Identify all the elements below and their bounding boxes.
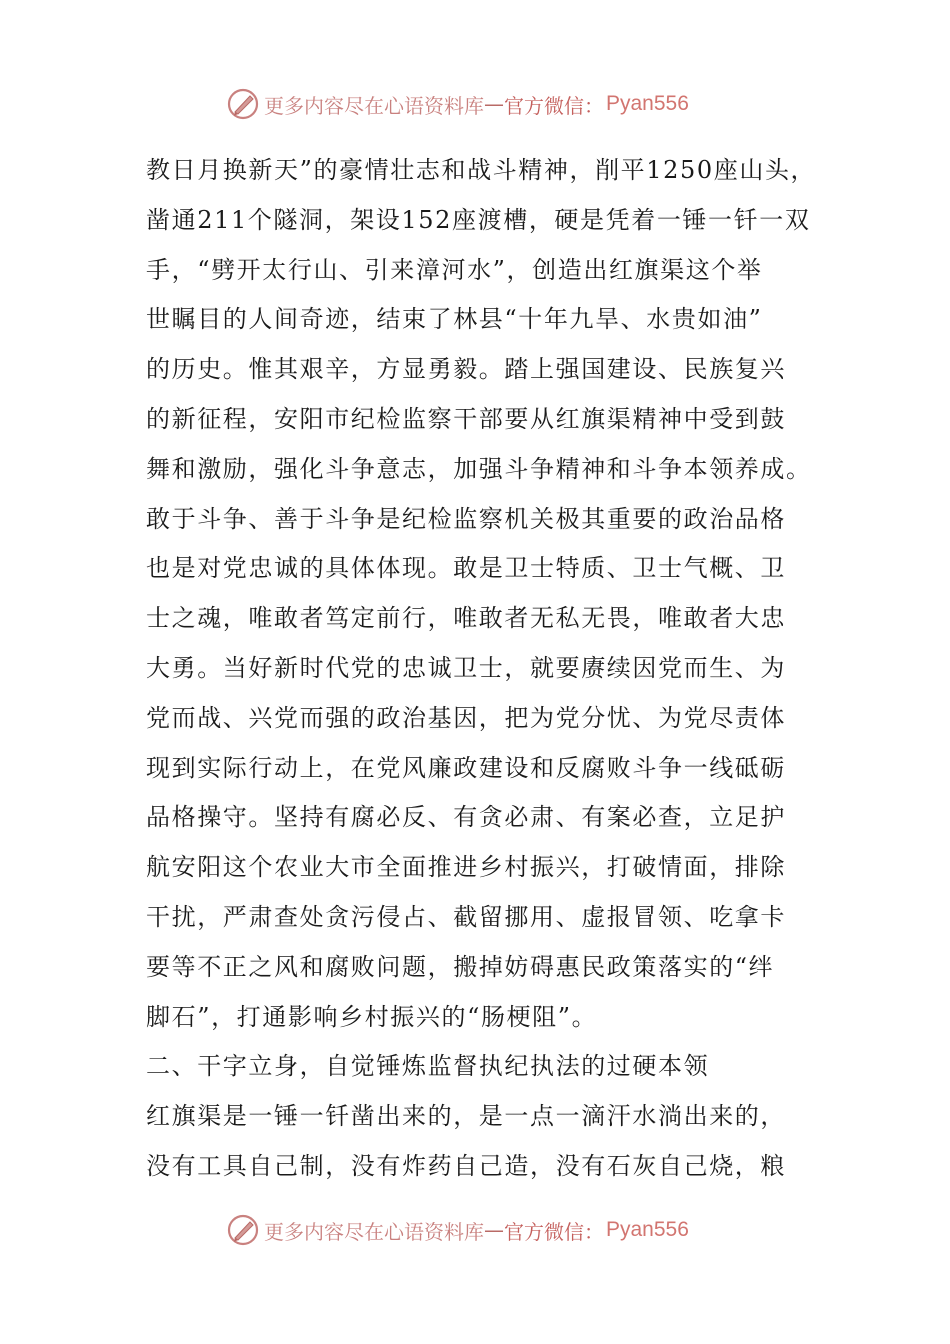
watermark-dash: — [484, 1218, 504, 1242]
watermark-id: Pyan556 [606, 1218, 689, 1241]
section-heading: 二、干字立身，自觉锤炼监督执纪执法的过硬本领 [146, 1052, 710, 1081]
header-watermark [226, 86, 689, 122]
watermark-id: Pyan556 [606, 92, 689, 115]
body-line: 凿通211个隧洞，架设152座渡槽，硬是凭着一锤一钎一双 [146, 205, 811, 234]
body-line: 航安阳这个农业大市全面推进乡村振兴，打破情面，排除 [146, 853, 786, 882]
body-line: 没有工具自己制，没有炸药自己造，没有石灰自己烧，粮 [146, 1151, 786, 1180]
body-line: 现到实际行动上，在党风廉政建设和反腐败斗争一线砥砺 [146, 753, 786, 782]
document-body [146, 146, 816, 1192]
watermark-tail: 官方微信： [504, 1219, 604, 1244]
body-line: 的新征程，安阳市纪检监察干部要从红旗渠精神中受到鼓 [146, 404, 786, 433]
body-line: 的历史。惟其艰辛，方显勇毅。踏上强国建设、民族复兴 [146, 355, 786, 384]
body-line: 大勇。当好新时代党的忠诚卫士，就要赓续因党而生、为 [146, 653, 786, 682]
body-line: 干扰，严肃查处贪污侵占、截留挪用、虚报冒领、吃拿卡 [146, 902, 786, 931]
watermark-dash: — [484, 92, 504, 116]
body-line: 也是对党忠诚的具体体现。敢是卫士特质、卫士气概、卫 [146, 554, 786, 583]
body-line: 士之魂，唯敢者笃定前行，唯敢者无私无畏，唯敢者大忠 [146, 604, 786, 633]
body-line: 红旗渠是一锤一钎凿出来的，是一点一滴汗水淌出来的， [146, 1102, 786, 1131]
body-line: 手，“劈开太行山、引来漳河水”，创造出红旗渠这个举 [146, 255, 763, 284]
watermark-text: 更多内容尽在心语资料库 [264, 1219, 484, 1244]
body-line: 教日月换新天”的豪情壮志和战斗精神，削平1250座山头， [146, 156, 817, 184]
body-line: 品格操守。坚持有腐必反、有贪必肃、有案必查，立足护 [146, 803, 786, 832]
body-line: 脚石”，打通影响乡村振兴的“肠梗阻”。 [146, 1002, 598, 1031]
body-line: 敢于斗争、善于斗争是纪检监察机关极其重要的政治品格 [146, 504, 786, 533]
watermark-text: 更多内容尽在心语资料库 [264, 93, 484, 118]
body-line: 舞和激励，强化斗争意志，加强斗争精神和斗争本领养成。 [146, 454, 812, 483]
body-line: 要等不正之风和腐败问题，搬掉妨碍惠民政策落实的“绊 [146, 952, 775, 981]
watermark-tail: 官方微信： [504, 93, 604, 118]
pen-logo-icon [226, 87, 260, 121]
pen-logo-icon [226, 1213, 260, 1247]
body-line: 党而战、兴党而强的政治基因，把为党分忧、为党尽责体 [146, 703, 786, 732]
footer-watermark [226, 1212, 689, 1248]
body-line: 世瞩目的人间奇迹，结束了林县“十年九旱、水贵如油” [146, 305, 763, 334]
